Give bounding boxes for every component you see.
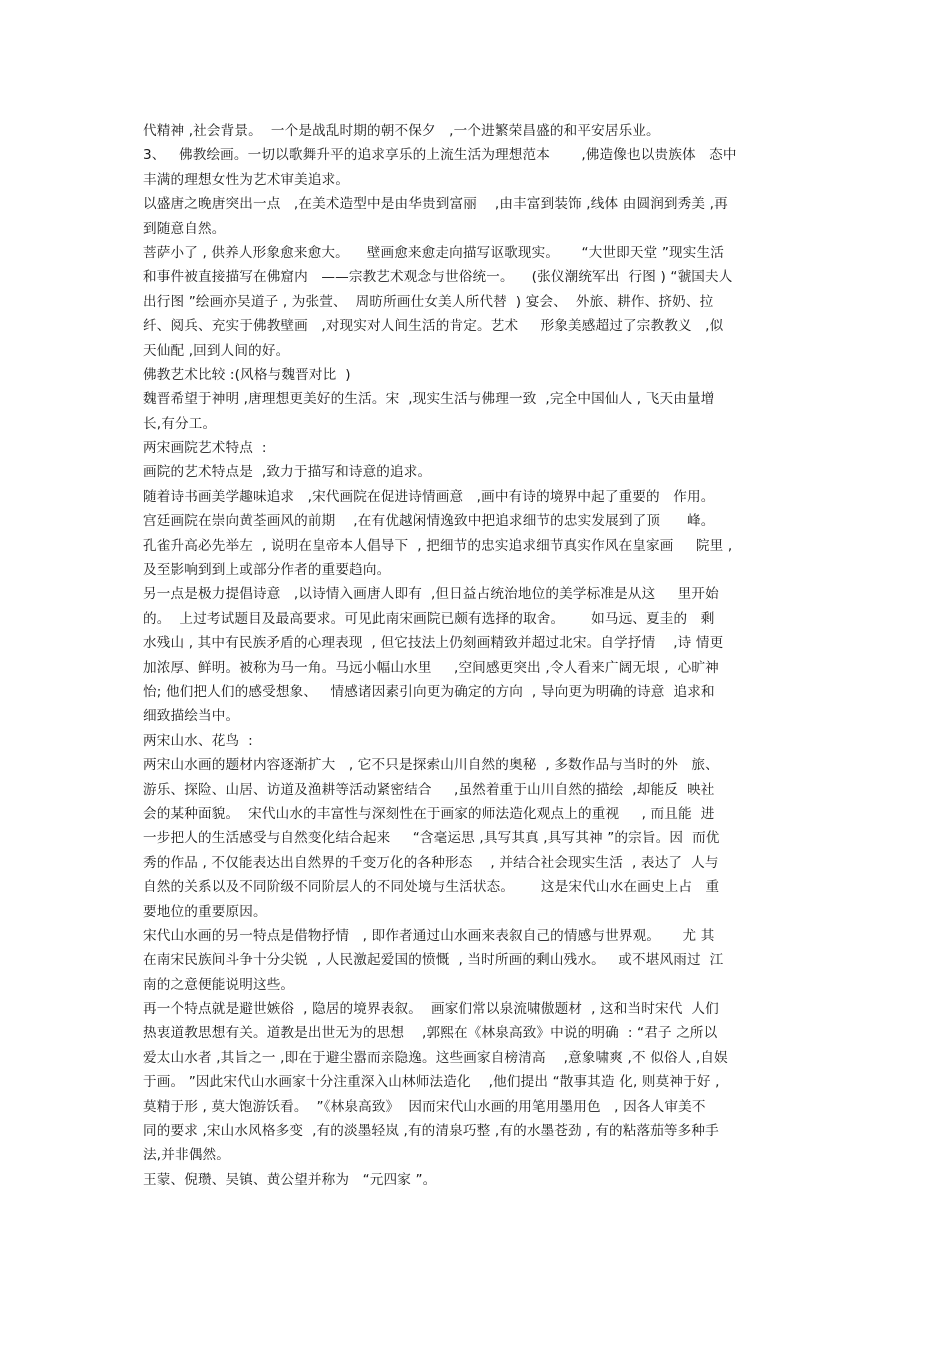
text-line: 法,并非偶然。 xyxy=(143,1147,230,1164)
text-line: 出行图 ”绘画亦吴道子 , 为张萱、 周昉所画仕女美人所代替 ) 宴会、 外旅、耕作、挤奶、拉 xyxy=(143,293,714,310)
text-line: 在南宋民族间斗争十分尖锐 , 人民激起爱国的愤慨 , 当时所画的剩山残水。 或不堪风雨过 江 xyxy=(143,952,724,969)
text-line: 及至影响到到上或部分作者的重要趋向。 xyxy=(143,562,391,579)
text-line: 水残山 , 其中有民族矛盾的心理表现 , 但它技法上仍刻画精致并超过北宋。自学抒情 ,诗 情更 xyxy=(143,635,724,652)
text-line: 会的某种面貌。 宋代山水的丰富性与深刻性在于画家的师法造化观点上的重视 , 而且能 进 xyxy=(143,805,715,822)
text-line: 再一个特点就是避世嫉俗 , 隐居的境界表叙。 画家们常以泉流啸傲题材 , 这和当时宋代 人们 xyxy=(143,1001,719,1018)
text-line: 自然的关系以及不同阶级不同阶层人的不同处境与生活状态。 这是宋代山水在画史上占 重 xyxy=(143,879,720,896)
text-line: 怡; 他们把人们的感受想象、 情感诸因素引向更为确定的方向 , 导向更为明确的诗意 追求和 xyxy=(143,683,715,700)
text-line: 两宋画院艺术特点 : xyxy=(143,440,267,457)
text-line: 热衷道教思想有关。道教是出世无为的思想 ,郭熙在《林泉高致》中说的明确 : “君子 之所以 xyxy=(143,1025,718,1042)
text-line: 同的要求 ,宋山水风格多变 ,有的淡墨轻岚 ,有的清泉巧整 ,有的水墨苍劲 , 有的粘落茄等多种手 xyxy=(143,1123,719,1140)
text-line: 要地位的重要原因。 xyxy=(143,903,267,920)
text-line: 随着诗书画美学趣味追求 ,宋代画院在促进诗情画意 ,画中有诗的境界中起了重要的 作用。 xyxy=(143,488,715,505)
text-line: 两宋山水画的题材内容逐渐扩大 , 它不只是探索山川自然的奥秘 , 多数作品与当时的外 旅、 xyxy=(143,757,719,774)
text-line: 的。 上过考试题目及最高要求。可见此南宋画院已颇有选择的取舍。 如马远、夏圭的 剩 xyxy=(143,610,715,627)
text-line: 纤、阅兵、充实于佛教壁画 ,对现实对人间生活的肯定。艺术 形象美感超过了宗教教义 ,似 xyxy=(143,318,724,335)
text-line: 以盛唐之晚唐突出一点 ,在美术造型中是由华贵到富丽 ,由丰富到装饰 ,线体 由圆润到秀美 ,再 xyxy=(143,196,728,213)
text-line: 秀的作品 , 不仅能表达出自然界的千变万化的各种形态 , 并结合社会现实生活 , 表达了 人与 xyxy=(143,854,719,871)
text-line: 到随意自然。 xyxy=(143,220,226,237)
text-line: 和事件被直接描写在佛窟内 ——宗教艺术观念与世俗统一。 (张仪潮统军出 行图 ) “虢国夫人 xyxy=(143,269,733,286)
text-line: 宫廷画院在崇向黄荃画风的前期 ,在有优越闲情逸致中把追求细节的忠实发展到了顶 峰。 xyxy=(143,513,715,530)
text-line: 天仙配 ,回到人间的好。 xyxy=(143,342,290,359)
text-line: 另一点是极力提倡诗意 ,以诗情入画唐人即有 ,但日益占统治地位的美学标准是从这 里开始 xyxy=(143,586,719,603)
text-line: 长,有分工。 xyxy=(143,415,217,432)
text-line: 南的之意便能说明这些。 xyxy=(143,976,295,993)
text-line: 菩萨小了 , 供养人形象愈来愈大。 壁画愈来愈走向描写讴歌现实。 “大世即天堂 ”现实生活 xyxy=(143,244,725,261)
text-line: 孔雀升高必先举左 , 说明在皇帝本人倡导下 , 把细节的忠实追求细节真实作风在皇家画 院里 , xyxy=(143,537,733,554)
text-line: 两宋山水、花鸟 : xyxy=(143,732,253,749)
document-body xyxy=(143,119,808,1192)
text-line: 魏晋希望于神明 ,唐理想更美好的生活。宋 ,现实生活与佛理一致 ,完全中国仙人 , 飞天由量增 xyxy=(143,391,715,408)
text-line: 莫精于形 , 莫大饱游饫看。 ”《林泉高致》 因而宋代山水画的用笔用墨用色 , 因各人审美不 xyxy=(143,1098,706,1115)
text-line: 游乐、探险、山居、访道及渔耕等活动紧密结合 ,虽然着重于山川自然的描绘 ,却能反 映社 xyxy=(143,781,715,798)
text-line: 加浓厚、鲜明。被称为马一角。马远小幅山水里 ,空间感更突出 ,令人看来广阔无垠 , 心旷神 xyxy=(143,659,719,676)
text-line: 3、 佛教绘画。一切以歌舞升平的追求享乐的上流生活为理想范本 ,佛造像也以贵族体 态中 xyxy=(143,147,737,164)
text-line: 宋代山水画的另一特点是借物抒情 , 即作者通过山水画来表叙自己的情感与世界观。 尤 其 xyxy=(143,927,715,944)
text-line: 代精神 ,社会背景。 一个是战乱时期的朝不保夕 ,一个进繁荣昌盛的和平安居乐业。 xyxy=(143,123,660,139)
text-line: 丰满的理想女性为艺术审美追求。 xyxy=(143,171,350,188)
text-line: 佛教艺术比较 :(风格与魏晋对比 ) xyxy=(143,366,351,383)
text-line: 于画。 ”因此宋代山水画家十分注重深入山林师法造化 ,他们提出 “散事其造 化, 则莫神于好 , xyxy=(143,1074,720,1091)
text-line: 一步把人的生活感受与自然变化结合起来 “含毫运思 ,具写其真 ,具写其神 ”的宗旨。因 而优 xyxy=(143,830,720,847)
text-line: 细致描绘当中。 xyxy=(143,708,240,725)
text-line: 王蒙、倪瓒、吴镇、黄公望并称为 “元四家 ”。 xyxy=(143,1171,437,1188)
text-line: 画院的艺术特点是 ,致力于描写和诗意的追求。 xyxy=(143,464,432,481)
text-line: 爱太山水者 ,其旨之一 ,即在于避尘嚣而亲隐逸。这些画家自榜清高 ,意象啸爽 ,不 似俗人 ,自娱 xyxy=(143,1049,728,1066)
